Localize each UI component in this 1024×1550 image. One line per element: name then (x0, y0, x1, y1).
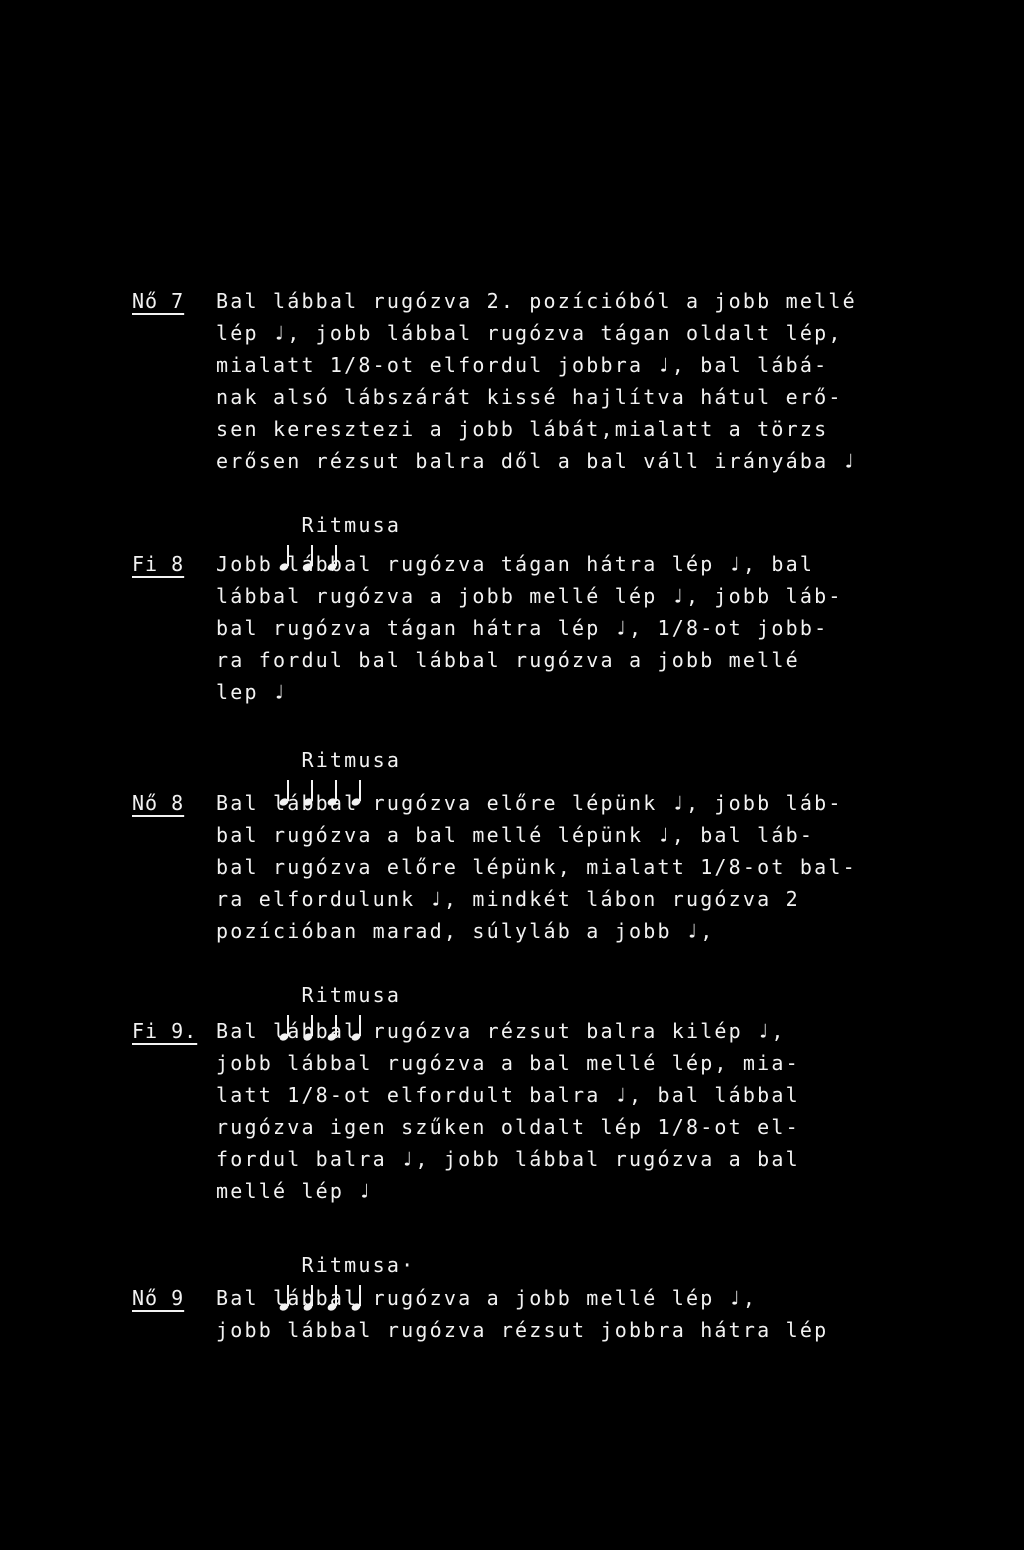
section-label: Nő 8 (132, 791, 185, 815)
text-line: Bal lábbal rugózva a jobb mellé lép ♩, (216, 1286, 758, 1310)
text-line: rugózva igen szűken oldalt lép 1/8-ot el- (216, 1115, 800, 1139)
section-label: Nő 7 (132, 289, 185, 313)
section-label: Nő 9 (132, 1286, 185, 1310)
text-line: ra elfordulunk ♩, mindkét lábon rugózva 2 (216, 887, 800, 911)
text-line: Bal lábbal rugózva 2. pozícióból a jobb mellé (216, 289, 857, 313)
text-line: Bal lábbal rugózva előre lépünk ♩, jobb láb- (216, 791, 843, 815)
text-line: pozícióban marad, súlyláb a jobb ♩, (216, 919, 715, 943)
text-line: sen keresztezi a jobb lábát,mialatt a törzs (216, 417, 829, 441)
text-line: lép ♩, jobb lábbal rugózva tágan oldalt lép, (216, 321, 843, 345)
text-line: lábbal rugózva a jobb mellé lép ♩, jobb láb- (216, 584, 843, 608)
text-line: ra fordul bal lábbal rugózva a jobb mellé (216, 648, 800, 672)
text-line: latt 1/8-ot elfordult balra ♩, bal lábbal (216, 1083, 800, 1107)
text-line: jobb lábbal rugózva rézsut jobbra hátra lép (216, 1318, 829, 1342)
text-line: erősen rézsut balra dől a bal váll irányába ♩ (216, 449, 857, 473)
rhythm-label: Ritmusa· (301, 1253, 416, 1277)
text-line: bal rugózva a bal mellé lépünk ♩, bal láb- (216, 823, 815, 847)
text-line: Jobb lábbal rugózva tágan hátra lép ♩, bal (216, 552, 815, 576)
text-line: Bal lábbal rugózva rézsut balra kilép ♩, (216, 1019, 786, 1043)
text-line: jobb lábbal rugózva a bal mellé lép, mia- (216, 1051, 800, 1075)
rhythm-label: Ritmusa (301, 748, 402, 772)
text-line: mialatt 1/8-ot elfordul jobbra ♩, bal lábá- (216, 353, 829, 377)
rhythm-label: Ritmusa (301, 983, 402, 1007)
text-line: fordul balra ♩, jobb lábbal rugózva a bal (216, 1147, 800, 1171)
text-line: bal rugózva előre lépünk, mialatt 1/8-ot bal- (216, 855, 857, 879)
section-label: Fi 9. (132, 1019, 198, 1043)
text-line: mellé lép ♩ (216, 1179, 373, 1203)
section-label: Fi 8 (132, 552, 185, 576)
text-line: bal rugózva tágan hátra lép ♩, 1/8-ot jobb- (216, 616, 829, 640)
text-line: lep ♩ (216, 680, 288, 704)
rhythm-label: Ritmusa (301, 513, 402, 537)
text-line: nak alsó lábszárát kissé hajlítva hátul erő- (216, 385, 843, 409)
